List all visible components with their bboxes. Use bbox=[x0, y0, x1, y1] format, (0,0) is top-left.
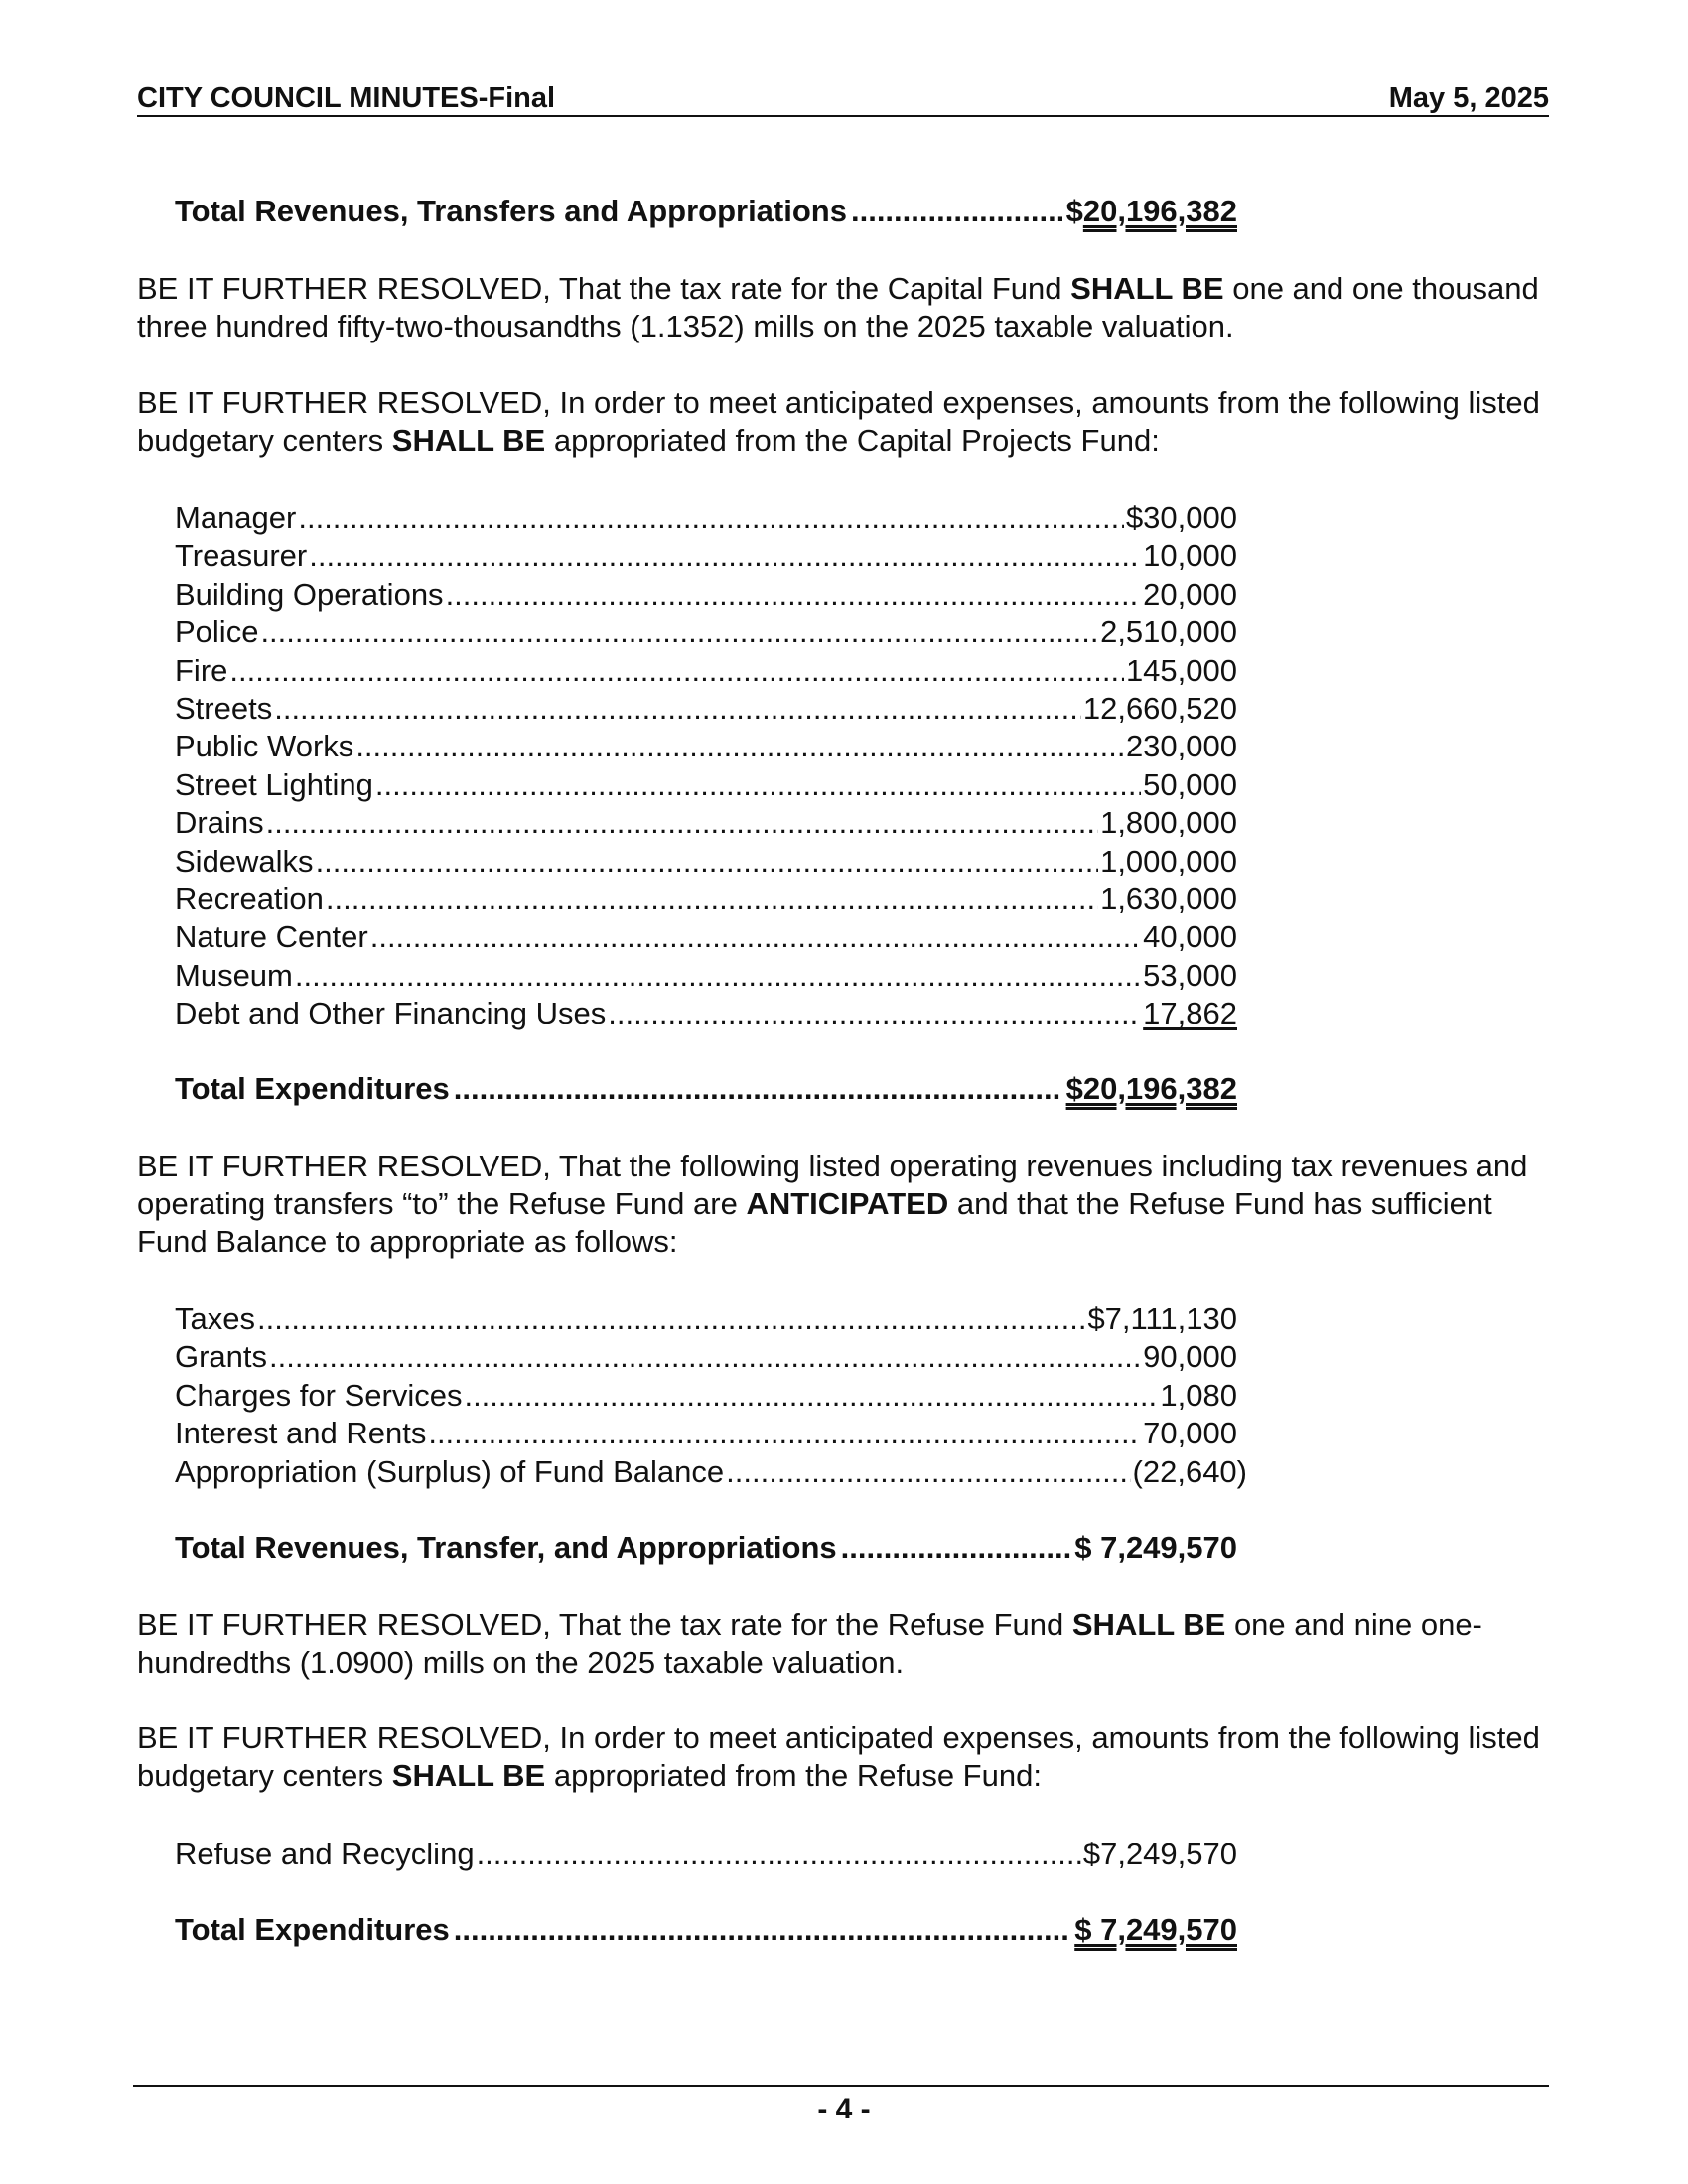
list-item bbox=[175, 1415, 1237, 1452]
leader-dots bbox=[454, 1070, 1062, 1108]
item-amount: 1,080 bbox=[1160, 1377, 1237, 1413]
item-amount: $7,111,130 bbox=[1087, 1301, 1237, 1336]
item-amount: 1,630,000 bbox=[1100, 881, 1237, 916]
refuse-revenue-intro bbox=[137, 1148, 1552, 1261]
leader-dots bbox=[257, 1300, 1085, 1338]
refuse-tax-paragraph bbox=[137, 1606, 1552, 1682]
leader-dots bbox=[446, 576, 1142, 614]
list-item bbox=[175, 957, 1237, 995]
item-amount: 50,000 bbox=[1143, 766, 1237, 802]
item-label: Manager bbox=[175, 500, 297, 535]
item-amount: (22,640) bbox=[1132, 1453, 1247, 1489]
total-label: Total Expenditures bbox=[175, 1071, 450, 1106]
leader-dots bbox=[851, 193, 1062, 230]
item-label: Public Works bbox=[175, 729, 354, 764]
item-amount: $7,249,570 bbox=[1082, 1837, 1237, 1871]
paragraph-emphasis: ANTICIPATED bbox=[746, 1186, 949, 1221]
refuse-expense-list bbox=[175, 1836, 1237, 1873]
item-amount: 17,862 bbox=[1143, 996, 1237, 1031]
total-label: Total Revenues, Transfer, and Appropriations bbox=[175, 1530, 837, 1565]
leader-dots bbox=[269, 1338, 1141, 1376]
refuse-revenue-total bbox=[175, 1529, 1237, 1567]
paragraph-text: BE IT FURTHER RESOLVED, In order to meet anticipated expenses, amounts from the following listed budgetary centers bbox=[137, 385, 1540, 458]
item-amount: 20,000 bbox=[1143, 576, 1237, 612]
paragraph-emphasis: SHALL BE bbox=[1071, 1607, 1226, 1642]
item-label: Building Operations bbox=[175, 576, 444, 612]
refuse-revenue-list bbox=[175, 1300, 1247, 1491]
leader-dots bbox=[375, 766, 1141, 804]
page-number: - 4 - bbox=[817, 2093, 871, 2125]
paragraph-emphasis: SHALL BE bbox=[391, 423, 546, 458]
item-label: Fire bbox=[175, 652, 228, 688]
total-amount: $20,196,382 bbox=[1065, 1071, 1237, 1106]
item-label: Treasurer bbox=[175, 538, 308, 574]
paragraph-emphasis: SHALL BE bbox=[1070, 271, 1224, 306]
paragraph-text: BE IT FURTHER RESOLVED, In order to meet anticipated expenses, amounts from the following listed budgetary centers bbox=[137, 1720, 1540, 1793]
list-item bbox=[175, 1338, 1237, 1376]
item-amount: 1,800,000 bbox=[1100, 805, 1237, 841]
footer-rule bbox=[133, 2085, 1549, 2087]
leader-dots bbox=[316, 843, 1099, 881]
list-item bbox=[175, 1377, 1237, 1415]
list-item bbox=[175, 881, 1237, 918]
list-item bbox=[175, 728, 1237, 765]
total-amount-prefix: $ bbox=[1065, 194, 1083, 228]
item-amount: 70,000 bbox=[1143, 1416, 1237, 1451]
leader-dots bbox=[298, 499, 1124, 537]
item-amount: 145,000 bbox=[1125, 652, 1237, 688]
total-amount: $ 7,249,570 bbox=[1074, 1530, 1237, 1565]
item-amount: 230,000 bbox=[1125, 729, 1237, 764]
list-item bbox=[175, 1300, 1237, 1338]
paragraph-text: BE IT FURTHER RESOLVED, That the following listed operating revenues including tax revenues and operating transfers “to” the Refuse Fund are bbox=[137, 1149, 1528, 1221]
item-label: Interest and Rents bbox=[175, 1416, 427, 1451]
item-label: Drains bbox=[175, 805, 264, 841]
item-amount: $30,000 bbox=[1125, 500, 1237, 535]
capital-expense-intro bbox=[137, 384, 1552, 460]
item-amount: 90,000 bbox=[1143, 1339, 1237, 1375]
capital-tax-paragraph bbox=[137, 270, 1552, 345]
header-date: May 5, 2025 bbox=[1388, 82, 1549, 114]
paragraph-text: appropriated from the Capital Projects Fund: bbox=[545, 423, 1160, 458]
item-label: Debt and Other Financing Uses bbox=[175, 996, 607, 1031]
item-label: Taxes bbox=[175, 1301, 255, 1336]
leader-dots bbox=[841, 1529, 1071, 1567]
paragraph-text: one and one thousand three hundred fifty-two-thousandths (1.1352) mills on the 2025 taxable valuation. bbox=[137, 271, 1539, 343]
leader-dots bbox=[274, 690, 1081, 728]
list-item bbox=[175, 1836, 1237, 1873]
item-amount: 40,000 bbox=[1143, 919, 1237, 955]
list-item bbox=[175, 537, 1237, 575]
item-label: Streets bbox=[175, 690, 273, 726]
list-item bbox=[175, 918, 1237, 956]
leader-dots bbox=[370, 918, 1141, 956]
item-label: Recreation bbox=[175, 881, 324, 916]
total-amount: $ 7,249,570 bbox=[1074, 1912, 1237, 1947]
total-label: Total Revenues, Transfers and Appropriations bbox=[175, 194, 847, 228]
paragraph-text: appropriated from the Refuse Fund: bbox=[545, 1758, 1042, 1793]
leader-dots bbox=[454, 1911, 1070, 1949]
capital-expense-total bbox=[175, 1070, 1237, 1108]
item-label: Refuse and Recycling bbox=[175, 1837, 475, 1871]
item-label: Grants bbox=[175, 1339, 268, 1375]
leader-dots bbox=[726, 1453, 1130, 1491]
item-amount: 53,000 bbox=[1143, 957, 1237, 993]
leader-dots bbox=[260, 614, 1098, 651]
item-amount: 2,510,000 bbox=[1100, 614, 1237, 650]
capital-expense-list bbox=[175, 499, 1237, 1032]
list-item bbox=[175, 843, 1237, 881]
list-item bbox=[175, 766, 1237, 804]
total-amount: 20,196,382 bbox=[1082, 194, 1237, 228]
header-title: CITY COUNCIL MINUTES-Final bbox=[137, 82, 556, 114]
list-item bbox=[175, 804, 1237, 842]
item-label: Nature Center bbox=[175, 919, 368, 955]
list-item bbox=[175, 995, 1237, 1032]
list-item bbox=[175, 1453, 1247, 1491]
total-label: Total Expenditures bbox=[175, 1912, 450, 1947]
item-label: Museum bbox=[175, 957, 293, 993]
leader-dots bbox=[326, 881, 1098, 918]
refuse-expense-total bbox=[175, 1911, 1237, 1949]
leader-dots bbox=[355, 728, 1124, 765]
capital-revenue-total bbox=[175, 193, 1237, 230]
item-amount: 1,000,000 bbox=[1100, 843, 1237, 879]
paragraph-text: BE IT FURTHER RESOLVED, That the tax rate for the Refuse Fund bbox=[137, 1607, 1072, 1642]
item-label: Appropriation (Surplus) of Fund Balance bbox=[175, 1453, 725, 1489]
paragraph-text: BE IT FURTHER RESOLVED, That the tax rate for the Capital Fund bbox=[137, 271, 1071, 306]
item-label: Police bbox=[175, 614, 259, 650]
leader-dots bbox=[266, 804, 1098, 842]
item-amount: 10,000 bbox=[1143, 538, 1237, 574]
refuse-expense-intro bbox=[137, 1719, 1552, 1795]
list-item bbox=[175, 499, 1237, 537]
list-item bbox=[175, 576, 1237, 614]
page-header bbox=[137, 79, 1549, 117]
list-item bbox=[175, 652, 1237, 690]
item-label: Charges for Services bbox=[175, 1377, 463, 1413]
list-item bbox=[175, 690, 1237, 728]
item-label: Sidewalks bbox=[175, 843, 314, 879]
list-item bbox=[175, 614, 1237, 651]
item-label: Street Lighting bbox=[175, 766, 373, 802]
paragraph-emphasis: SHALL BE bbox=[391, 1758, 546, 1793]
item-amount: 12,660,520 bbox=[1082, 690, 1237, 726]
leader-dots bbox=[309, 537, 1141, 575]
leader-dots bbox=[477, 1836, 1081, 1873]
leader-dots bbox=[229, 652, 1124, 690]
leader-dots bbox=[428, 1415, 1141, 1452]
paragraph-text: one and nine one-hundredths (1.0900) mills on the 2025 taxable valuation. bbox=[137, 1607, 1482, 1680]
leader-dots bbox=[464, 1377, 1158, 1415]
leader-dots bbox=[608, 995, 1141, 1032]
leader-dots bbox=[295, 957, 1141, 995]
paragraph-text: and that the Refuse Fund has sufficient Fund Balance to appropriate as follows: bbox=[137, 1186, 1492, 1259]
